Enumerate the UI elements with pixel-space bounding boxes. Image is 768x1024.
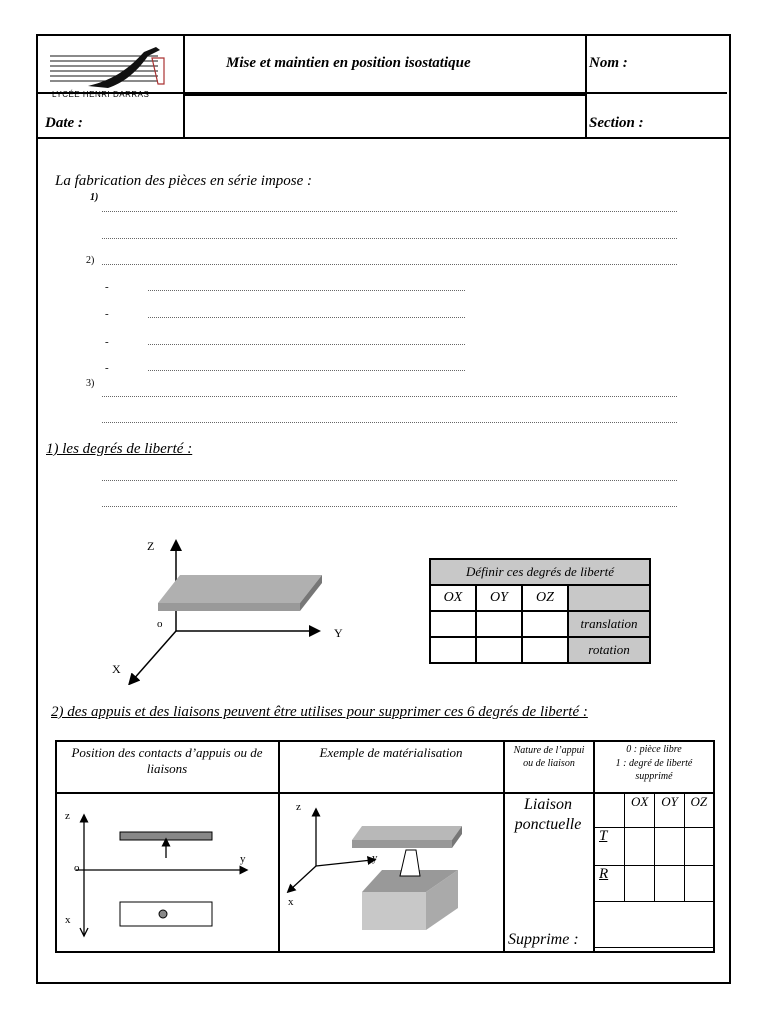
answer-line	[102, 396, 677, 397]
section-label: Section :	[589, 115, 644, 131]
blank-cell	[595, 902, 714, 948]
blank-cell	[595, 794, 625, 828]
school-logo	[48, 44, 168, 102]
dash: -	[105, 336, 109, 348]
item-2-number: 2)	[86, 255, 95, 266]
section2-title: 2) des appuis et des liaisons peuvent être utilises pour supprimer ces 6 degrés de liberté :	[51, 704, 588, 720]
liberty-mini-table	[594, 793, 714, 948]
answer-cell[interactable]	[625, 828, 655, 866]
diag1-z-label: z	[65, 810, 70, 822]
diag2-z-label: z	[296, 801, 301, 813]
table-col-divider	[278, 740, 280, 953]
header-bottom-rule	[36, 137, 731, 139]
header-divider-2	[585, 34, 587, 138]
answer-line	[102, 211, 677, 212]
contact-diagram	[58, 796, 276, 948]
degrees-table	[429, 558, 651, 664]
legend-line-2: 1 : degré de liberté supprimé	[615, 758, 693, 782]
degrees-table-header: Définir ces degrés de liberté	[430, 559, 650, 585]
answer-line	[102, 264, 677, 265]
answer-cell[interactable]	[625, 866, 655, 902]
liaison-type: Liaison ponctuelle	[514, 796, 582, 833]
answer-cell[interactable]	[476, 637, 522, 663]
answer-cell[interactable]	[522, 637, 568, 663]
blank-cell	[568, 585, 650, 611]
answer-line	[148, 344, 465, 345]
nom-label: Nom :	[589, 55, 628, 71]
axes-diagram	[100, 535, 360, 685]
axis-y-label: Y	[334, 626, 343, 640]
materialisation-diagram	[282, 796, 500, 948]
answer-cell[interactable]	[430, 637, 476, 663]
axis-x-label: X	[112, 662, 121, 676]
dash: -	[105, 308, 109, 320]
mini-row-t: T	[595, 828, 625, 866]
diag1-x-label: x	[65, 914, 71, 926]
mini-col-oy: OY	[655, 794, 684, 828]
answer-cell[interactable]	[522, 611, 568, 637]
answer-cell[interactable]	[684, 866, 713, 902]
answer-line	[102, 238, 677, 239]
date-label: Date :	[45, 115, 83, 131]
col-oz: OZ	[522, 585, 568, 611]
diag2-y-label: y	[372, 852, 378, 864]
row-rotation: rotation	[568, 637, 650, 663]
section1-title: 1) les degrés de liberté :	[46, 441, 193, 457]
col-header-exemple: Exemple de matérialisation	[319, 745, 463, 760]
diag1-o-label: o	[74, 862, 80, 874]
header-divider-1	[183, 34, 185, 138]
answer-cell[interactable]	[684, 828, 713, 866]
diag1-y-label: y	[240, 853, 246, 865]
col-header-nature: Nature de l’appui ou de liaison	[513, 745, 585, 769]
answer-line	[102, 506, 677, 507]
answer-cell[interactable]	[476, 611, 522, 637]
mini-col-oz: OZ	[684, 794, 713, 828]
mini-col-ox: OX	[625, 794, 655, 828]
col-ox: OX	[430, 585, 476, 611]
axis-z-label: Z	[147, 539, 155, 553]
row-translation: translation	[568, 611, 650, 637]
logo-text: LYCÉE HENRI DARRAS	[52, 90, 150, 99]
answer-line	[102, 422, 677, 423]
col-oy: OY	[476, 585, 522, 611]
document-title: Mise et maintien en position isostatique	[226, 55, 471, 71]
table-col-divider	[503, 740, 505, 953]
mini-row-r: R	[595, 866, 625, 902]
answer-line	[148, 290, 465, 291]
axis-origin-label: o	[157, 618, 163, 630]
dash: -	[105, 281, 109, 293]
item-3-number: 3)	[86, 378, 95, 389]
diag2-x-label: x	[288, 896, 294, 908]
legend-line-1: 0 : pièce libre	[626, 744, 682, 755]
answer-cell[interactable]	[430, 611, 476, 637]
item-1-number: 1)	[90, 192, 99, 203]
supprime-label: Supprime :	[508, 931, 579, 948]
dash: -	[105, 362, 109, 374]
answer-line	[102, 480, 677, 481]
answer-cell[interactable]	[655, 828, 684, 866]
answer-line	[148, 370, 465, 371]
intro-text: La fabrication des pièces en série impose :	[55, 173, 313, 189]
col-header-position: Position des contacts d’appuis ou de liaisons	[71, 745, 263, 776]
answer-line	[148, 317, 465, 318]
answer-cell[interactable]	[655, 866, 684, 902]
header-mid-rule	[183, 94, 585, 96]
